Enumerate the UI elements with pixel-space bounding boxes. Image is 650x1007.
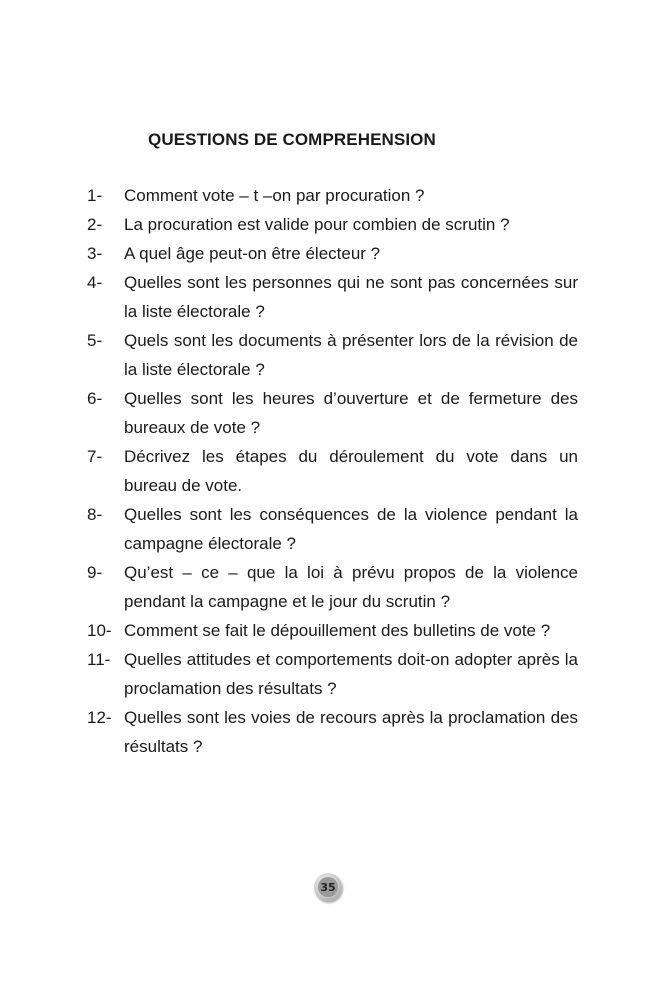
question-text: Quelles sont les conséquences de la violence pendant la campagne électorale ? <box>124 505 578 553</box>
question-item <box>87 268 578 326</box>
question-item <box>87 645 578 703</box>
question-number: 3- <box>87 244 103 263</box>
question-item <box>87 442 578 500</box>
question-number: 8- <box>87 505 103 524</box>
question-text: Quelles sont les heures d’ouverture et de fermeture des bureaux de vote ? <box>124 389 578 437</box>
question-item <box>87 500 578 558</box>
question-item <box>87 384 578 442</box>
question-text: Quelles sont les voies de recours après la proclamation des résultats ? <box>124 708 578 756</box>
question-item <box>87 181 578 210</box>
question-number: 5- <box>87 331 103 350</box>
question-number: 12- <box>87 708 112 727</box>
question-text: Comment vote – t –on par procuration ? <box>124 186 425 205</box>
question-number: 1- <box>87 186 103 205</box>
question-text: Comment se fait le dépouillement des bulletins de vote ? <box>124 621 551 640</box>
question-text: Quels sont les documents à présenter lors de la révision de la liste électorale ? <box>124 331 578 379</box>
page-title: QUESTIONS DE COMPREHENSION <box>148 130 436 149</box>
page-number-badge <box>314 873 342 901</box>
question-text: Quelles sont les personnes qui ne sont pas concernées sur la liste électorale ? <box>124 273 578 321</box>
page-number: 35 <box>318 877 338 897</box>
question-item <box>87 326 578 384</box>
question-number: 4- <box>87 273 103 292</box>
question-text: Qu’est – ce – que la loi à prévu propos de la violence pendant la campagne et le jour du scrutin ? <box>124 563 578 611</box>
question-number: 10- <box>87 621 112 640</box>
question-item <box>87 558 578 616</box>
question-number: 7- <box>87 447 103 466</box>
question-text: A quel âge peut-on être électeur ? <box>124 244 381 263</box>
question-item <box>87 616 578 645</box>
question-text: Quelles attitudes et comportements doit-on adopter après la proclamation des résultats ? <box>124 650 578 698</box>
question-number: 2- <box>87 215 103 234</box>
question-list <box>87 181 578 761</box>
question-text: La procuration est valide pour combien de scrutin ? <box>124 215 510 234</box>
question-item <box>87 210 578 239</box>
question-item <box>87 703 578 761</box>
question-number: 6- <box>87 389 103 408</box>
question-item <box>87 239 578 268</box>
question-number: 9- <box>87 563 103 582</box>
question-number: 11- <box>87 650 111 669</box>
question-text: Décrivez les étapes du déroulement du vote dans un bureau de vote. <box>124 447 578 495</box>
